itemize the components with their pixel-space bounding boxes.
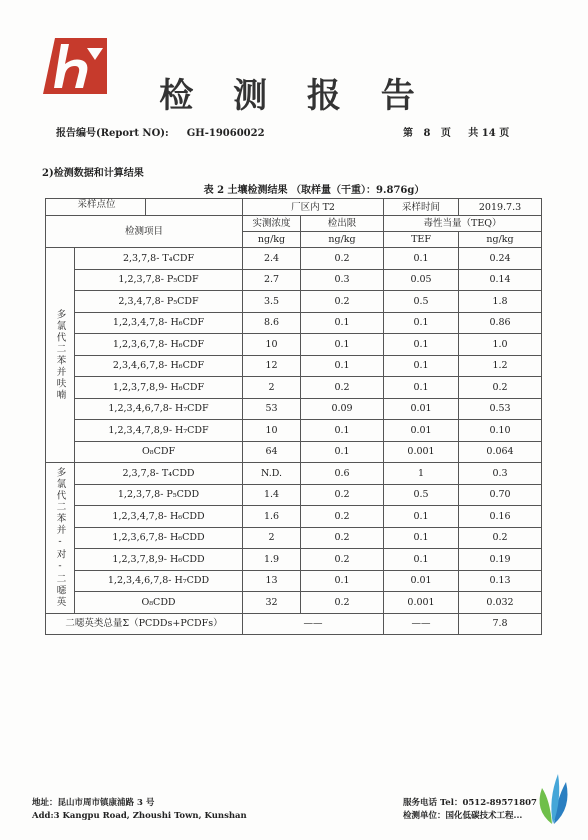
cell-conc: N.D. xyxy=(243,463,301,485)
cell-teq: 0.16 xyxy=(459,506,542,528)
cell-tef: 0.1 xyxy=(384,549,459,571)
table-row xyxy=(46,506,542,528)
cell-teq: 0.2 xyxy=(459,527,542,549)
table-row xyxy=(46,312,542,334)
cell-item: 1,2,3,4,6,7,8- H₇CDD xyxy=(75,570,243,592)
cell-item: 2,3,4,6,7,8- H₆CDF xyxy=(75,355,243,377)
cell-teq: 0.53 xyxy=(459,398,542,420)
cell-tef: 0.1 xyxy=(384,248,459,270)
table-row xyxy=(46,463,542,485)
cell-conc: 13 xyxy=(243,570,301,592)
cell-tef: 0.5 xyxy=(384,484,459,506)
total-row xyxy=(46,613,542,635)
cell-teq: 0.3 xyxy=(459,463,542,485)
address-cn: 地址：昆山市周市镇康浦路 3 号 xyxy=(32,798,155,808)
cell-item: 1,2,3,7,8- P₅CDD xyxy=(75,484,243,506)
cell-limit: 0.2 xyxy=(301,506,384,528)
cell-item: 1,2,3,7,8- P₅CDF xyxy=(75,269,243,291)
page-indicator xyxy=(403,124,509,139)
group-pcdf-label-text: 多氯代二苯并呋喃 xyxy=(54,309,66,401)
table-row xyxy=(46,334,542,356)
table-row xyxy=(46,377,542,399)
cell-limit: 0.6 xyxy=(301,463,384,485)
cell-teq: 1.2 xyxy=(459,355,542,377)
table-row xyxy=(46,484,542,506)
cell-item: 1,2,3,4,7,8- H₆CDD xyxy=(75,506,243,528)
sample-time-value: 2019.7.3 xyxy=(459,199,542,216)
cell-conc: 1.9 xyxy=(243,549,301,571)
report-no-label: 报告编号(Report NO): xyxy=(56,128,169,139)
cell-item: 2,3,7,8- T₄CDF xyxy=(75,248,243,270)
cell-tef: 0.001 xyxy=(384,592,459,614)
unit-limit: ng/kg xyxy=(301,232,384,248)
cell-tef: 1 xyxy=(384,463,459,485)
table-row xyxy=(46,592,542,614)
cell-conc: 8.6 xyxy=(243,312,301,334)
cell-limit: 0.1 xyxy=(301,312,384,334)
cell-teq: 0.70 xyxy=(459,484,542,506)
cell-conc: 3.5 xyxy=(243,291,301,313)
cell-teq: 1.8 xyxy=(459,291,542,313)
page-current: 8 xyxy=(423,128,431,139)
cell-conc: 64 xyxy=(243,441,301,463)
group-pcdd-label xyxy=(46,463,75,614)
table-row xyxy=(46,269,542,291)
total-conc: —— xyxy=(243,613,384,635)
cell-teq: 0.86 xyxy=(459,312,542,334)
cell-limit: 0.1 xyxy=(301,420,384,442)
cell-limit: 0.2 xyxy=(301,549,384,571)
cell-limit: 0.2 xyxy=(301,592,384,614)
service-phone: 服务电话 Tel：0512-89571807 xyxy=(403,798,537,808)
cell-conc: 10 xyxy=(243,334,301,356)
cell-conc: 12 xyxy=(243,355,301,377)
cell-item: 1,2,3,7,8,9- H₆CDD xyxy=(75,549,243,571)
cell-tef: 0.05 xyxy=(384,269,459,291)
page-total: 14 xyxy=(481,128,496,139)
cell-teq: 0.032 xyxy=(459,592,542,614)
total-teq: 7.8 xyxy=(459,613,542,635)
footer-address xyxy=(32,797,247,823)
sample-point-value: 厂区内 T2 xyxy=(243,199,384,216)
cell-item: 2,3,7,8- T₄CDD xyxy=(75,463,243,485)
total-tef: —— xyxy=(384,613,459,635)
page-mid: 页 xyxy=(440,128,451,139)
leaf-logo-icon xyxy=(528,770,578,826)
table-row xyxy=(46,549,542,571)
cell-teq: 0.24 xyxy=(459,248,542,270)
cell-item: 1,2,3,4,6,7,8- H₇CDF xyxy=(75,398,243,420)
page-prefix: 第 xyxy=(403,128,413,139)
cell-teq: 0.10 xyxy=(459,420,542,442)
cell-item: 1,2,3,6,7,8- H₆CDD xyxy=(75,527,243,549)
col-limit-header: 检出限 xyxy=(301,216,384,232)
cell-teq: 1.0 xyxy=(459,334,542,356)
sample-row xyxy=(46,199,542,216)
cell-item: 1,2,3,4,7,8- H₆CDF xyxy=(75,312,243,334)
cell-conc: 1.6 xyxy=(243,506,301,528)
cell-limit: 0.1 xyxy=(301,334,384,356)
cell-conc: 2.7 xyxy=(243,269,301,291)
table-row xyxy=(46,398,542,420)
cell-tef: 0.1 xyxy=(384,377,459,399)
cell-tef: 0.1 xyxy=(384,334,459,356)
page-title: 检 测 报 告 xyxy=(159,76,429,116)
cell-limit: 0.09 xyxy=(301,398,384,420)
results-table xyxy=(45,198,542,635)
col-conc-header: 实测浓度 xyxy=(243,216,301,232)
cell-teq: 0.14 xyxy=(459,269,542,291)
cell-teq: 0.13 xyxy=(459,570,542,592)
page-total-prefix: 共 xyxy=(468,128,479,139)
cell-limit: 0.2 xyxy=(301,527,384,549)
table-row xyxy=(46,570,542,592)
cell-limit: 0.1 xyxy=(301,355,384,377)
cell-item: 2,3,4,7,8- P₅CDF xyxy=(75,291,243,313)
table-row xyxy=(46,355,542,377)
section-heading: 2)检测数据和计算结果 xyxy=(42,168,144,179)
cell-limit: 0.1 xyxy=(301,441,384,463)
address-en: Add:3 Kangpu Road, Zhoushi Town, Kunshan xyxy=(32,811,247,821)
cell-teq: 0.064 xyxy=(459,441,542,463)
cell-limit: 0.2 xyxy=(301,248,384,270)
cell-tef: 0.1 xyxy=(384,355,459,377)
table-row xyxy=(46,441,542,463)
testing-unit: 检测单位：国化低碳技术工程... xyxy=(403,811,523,821)
cell-conc: 2 xyxy=(243,377,301,399)
sample-point-label: 采样点位 xyxy=(47,199,146,215)
cell-tef: 0.1 xyxy=(384,312,459,334)
cell-item: O₈CDF xyxy=(75,441,243,463)
cell-conc: 10 xyxy=(243,420,301,442)
table-caption: 表 2 土壤检测结果 （取样量（干重）：9.876g） xyxy=(203,185,425,196)
cell-tef: 0.01 xyxy=(384,420,459,442)
cell-conc: 1.4 xyxy=(243,484,301,506)
cell-tef: 0.01 xyxy=(384,398,459,420)
cell-tef: 0.001 xyxy=(384,441,459,463)
page-suffix: 页 xyxy=(499,128,510,139)
report-no-value: GH-19060022 xyxy=(186,128,265,139)
cell-limit: 0.1 xyxy=(301,570,384,592)
cell-item: 1,2,3,6,7,8- H₆CDF xyxy=(75,334,243,356)
cell-tef: 0.1 xyxy=(384,506,459,528)
cell-limit: 0.2 xyxy=(301,377,384,399)
cell-conc: 2 xyxy=(243,527,301,549)
cell-conc: 2.4 xyxy=(243,248,301,270)
cell-limit: 0.2 xyxy=(301,291,384,313)
report-number xyxy=(56,124,283,139)
col-teq-header: 毒性当量（TEQ） xyxy=(384,216,542,232)
cell-conc: 32 xyxy=(243,592,301,614)
total-label: 二噁英类总量Σ（PCDDs+PCDFs） xyxy=(46,613,243,635)
unit-tef: TEF xyxy=(384,232,459,248)
table-row xyxy=(46,420,542,442)
group-pcdd-label-text: 多氯代二苯并-对-二噁英 xyxy=(54,467,66,609)
cell-item: 1,2,3,7,8,9- H₆CDF xyxy=(75,377,243,399)
cell-teq: 0.2 xyxy=(459,377,542,399)
cell-teq: 0.19 xyxy=(459,549,542,571)
cell-item: O₈CDD xyxy=(75,592,243,614)
col-item-header: 检测项目 xyxy=(46,216,243,248)
cell-conc: 53 xyxy=(243,398,301,420)
cell-limit: 0.2 xyxy=(301,484,384,506)
header-row xyxy=(46,216,542,232)
table-row xyxy=(46,291,542,313)
cell-item: 1,2,3,4,7,8,9- H₇CDF xyxy=(75,420,243,442)
cell-limit: 0.3 xyxy=(301,269,384,291)
table-row xyxy=(46,527,542,549)
unit-teq: ng/kg xyxy=(459,232,542,248)
sample-time-label: 采样时间 xyxy=(384,199,459,216)
cell-tef: 0.01 xyxy=(384,570,459,592)
cell-tef: 0.5 xyxy=(384,291,459,313)
group-pcdf-label xyxy=(46,248,75,463)
cell-tef: 0.1 xyxy=(384,527,459,549)
table-row xyxy=(46,248,542,270)
unit-conc: ng/kg xyxy=(243,232,301,248)
footer-contact xyxy=(403,797,537,823)
